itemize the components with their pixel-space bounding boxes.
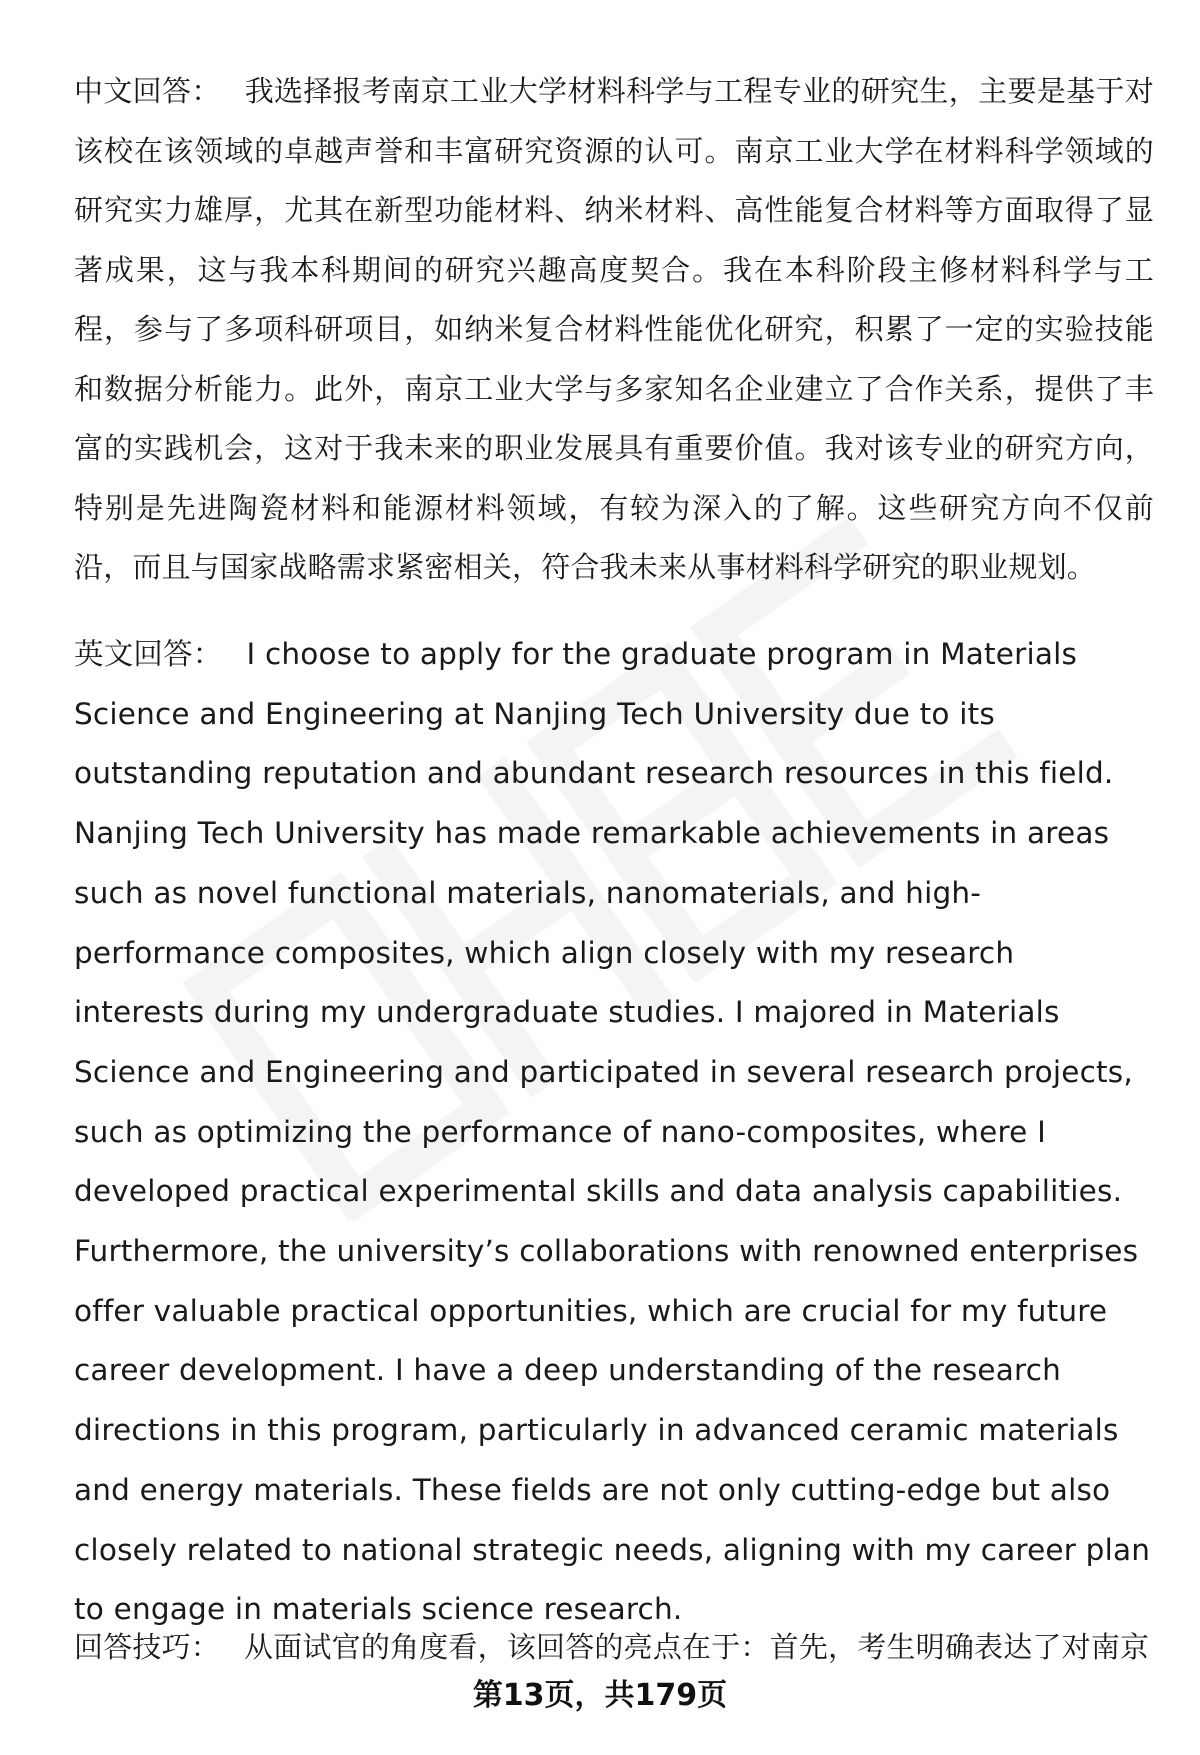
chinese-answer <box>74 62 1154 598</box>
page-number: 第13页，共179页 <box>472 1678 728 1713</box>
answer-tips-text: 从面试官的角度看，该回答的亮点在于：首先，考生明确表达了对南京 <box>244 1630 1150 1664</box>
answer-tips-label: 回答技巧： <box>74 1630 221 1664</box>
english-answer-label: 英文回答： <box>74 637 223 671</box>
chinese-answer-text: 我选择报考南京工业大学材料科学与工程专业的研究生，主要是基于对该校在该领域的卓越声誉和丰富研究资源的认可。南京工业大学在材料科学领域的研究实力雄厚，尤其在新型功能材料、纳米材料、高性能复合材料等方面取得了显著成果，这与我本科期间的研究兴趣高度契合。我在本科阶段主修材料科学与工程，参与了多项科研项目，如纳米复合材料性能优化研究，积累了一定的实验技能和数据分析能力。此外，南京工业大学与多家知名企业建立了合作关系，提供了丰富的实践机会，这对于我未来的职业发展具有重要价值。我对该专业的研究方向，特别是先进陶瓷材料和能源材料领域，有较为深入的了解。这些研究方向不仅前沿，而且与国家战略需求紧密相关，符合我未来从事材料科学研究的职业规划。 <box>74 74 1154 584</box>
english-answer-text: I choose to apply for the graduate program in Materials Science and Engineering at Nanjing Tech University due to its outstanding reputation and abundant research resources in this field. Nanjing Tech University has made remarkable achievements in areas such as novel functional materials, nanomaterials, and high-performance composites, which align closely with my research interests during my undergraduate studies. I majored in Materials Science and Engineering and participated in several research projects, such as optimizing the performance of nano-composites, where I developed practical experimental skills and data analysis capabilities. Furthermore, the university’s collaborations with renowned enterprises offer valuable practical opportunities, which are crucial for my future career development. I have a deep understanding of the research directions in this program, particularly in advanced ceramic materials and energy materials. These fields are not only cutting-edge but also closely related to national strategic needs, aligning with my career plan to engage in materials science research. <box>74 637 1151 1627</box>
answer-tips <box>74 1617 1154 1677</box>
english-answer <box>74 625 1154 1640</box>
chinese-answer-label: 中文回答： <box>74 74 221 108</box>
